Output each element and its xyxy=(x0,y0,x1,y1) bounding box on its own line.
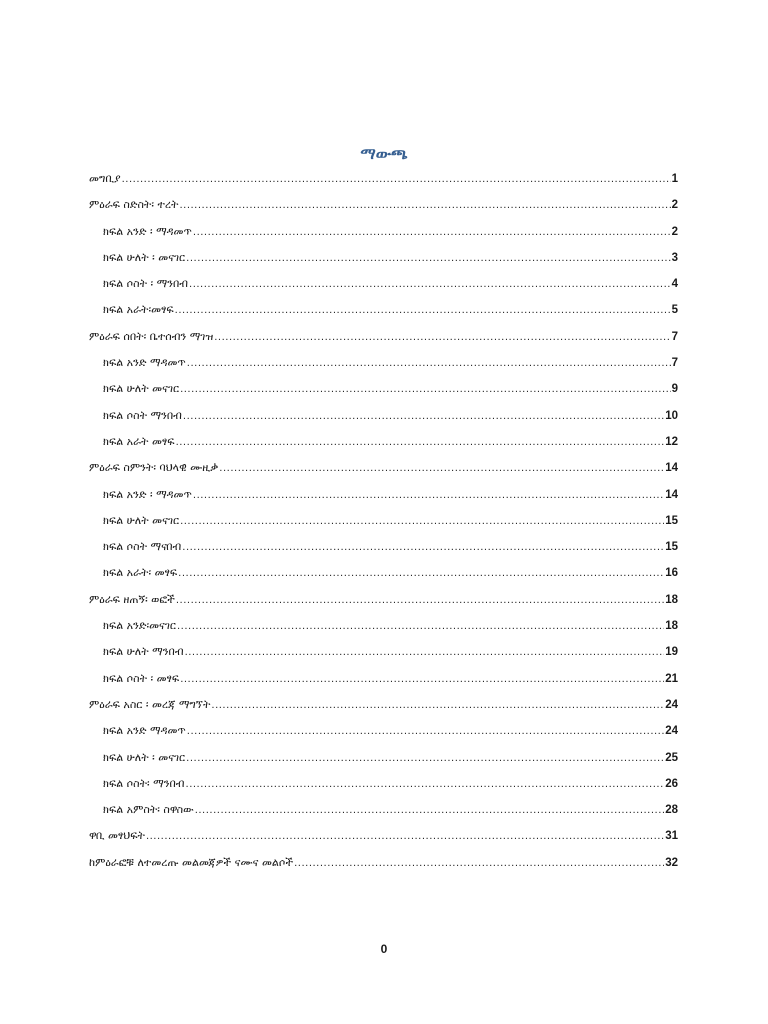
toc-dot-leader xyxy=(179,193,670,219)
toc-entry-page: 15 xyxy=(665,514,678,527)
toc-dot-leader xyxy=(146,824,664,850)
toc-entry[interactable] xyxy=(89,639,678,665)
toc-dot-leader xyxy=(180,509,664,535)
toc-entry-page: 21 xyxy=(665,672,678,685)
toc-dot-leader xyxy=(177,614,664,640)
toc-dot-leader xyxy=(189,272,671,298)
toc-entry-label: ክፍል ሁለት መናገር xyxy=(103,382,180,396)
toc-entry[interactable] xyxy=(89,271,678,297)
toc-entry-page: 3 xyxy=(671,251,678,264)
toc-entry-page: 18 xyxy=(665,593,678,606)
toc-entry-label: ክፍል አራት፡መፃፍ xyxy=(103,303,174,317)
toc-entry[interactable] xyxy=(89,324,678,350)
table-of-contents xyxy=(89,166,678,876)
toc-dot-leader xyxy=(122,167,671,193)
toc-entry-label: ክፍል አንድ፡መናገር xyxy=(103,619,176,633)
toc-entry[interactable] xyxy=(89,613,678,639)
toc-dot-leader xyxy=(183,404,664,430)
toc-dot-leader xyxy=(193,483,664,509)
toc-dot-leader xyxy=(219,456,664,482)
toc-entry-label: ክፍል አንድ ማዳመጥ xyxy=(103,724,186,738)
toc-entry-label: መግቢያ xyxy=(89,172,121,185)
toc-entry-label: ክፍል አምስት፡ ስዋስው xyxy=(103,803,194,817)
toc-entry-page: 16 xyxy=(665,567,678,580)
toc-dot-leader xyxy=(180,377,671,403)
toc-dot-leader xyxy=(195,798,665,824)
toc-entry-label: ክፍል አንድ ማዳመጥ xyxy=(103,356,186,370)
toc-entry-label: ክፍል ሶስት ፡ መፃፍ xyxy=(103,671,180,685)
toc-entry-page: 4 xyxy=(671,278,678,291)
toc-title: ማውጫ xyxy=(360,144,408,163)
toc-entry[interactable] xyxy=(89,350,678,376)
toc-entry[interactable] xyxy=(89,166,678,192)
toc-dot-leader xyxy=(180,667,664,693)
toc-entry-page: 15 xyxy=(665,541,678,554)
toc-entry-page: 12 xyxy=(665,435,678,448)
page-number: 0 xyxy=(380,942,388,956)
toc-entry[interactable] xyxy=(89,376,678,402)
toc-entry[interactable] xyxy=(89,534,678,560)
toc-entry-label: ምዕራፍ አስር ፡ መረጃ ማግኘት xyxy=(89,697,211,711)
toc-entry-page: 10 xyxy=(665,409,678,422)
toc-dot-leader xyxy=(176,430,665,456)
toc-entry-page: 7 xyxy=(671,330,678,343)
toc-entry-label: ምዕራፍ ስምንት፡ ባህላዊ ሙዚቃ xyxy=(89,461,219,475)
toc-entry[interactable] xyxy=(89,508,678,534)
toc-dot-leader xyxy=(294,851,664,877)
toc-entry-label: ክፍል አንድ ፡ ማዳመጥ xyxy=(103,224,192,238)
toc-dot-leader xyxy=(186,246,670,272)
toc-entry-page: 14 xyxy=(665,488,678,501)
toc-entry-page: 5 xyxy=(671,304,678,317)
toc-entry-label: ክፍል ሁለት ፡ መናገር xyxy=(103,750,186,764)
toc-dot-leader xyxy=(211,693,664,719)
toc-entry[interactable] xyxy=(89,429,678,455)
toc-entry-label: ክፍል ሶስት ማናበብ xyxy=(103,540,182,554)
toc-entry-label: ክፍል አንድ ፡ ማዳመጥ xyxy=(103,487,192,501)
toc-entry-label: ክፍል አራት፡ መፃፍ xyxy=(103,566,178,580)
toc-entry-page: 9 xyxy=(671,383,678,396)
toc-entry[interactable] xyxy=(89,455,678,481)
toc-entry-label: ክፍል ሁለት መናገር xyxy=(103,513,180,527)
toc-dot-leader xyxy=(185,640,665,666)
toc-dot-leader xyxy=(187,719,664,745)
toc-entry[interactable] xyxy=(89,745,678,771)
toc-entry[interactable] xyxy=(89,771,678,797)
toc-entry[interactable] xyxy=(89,482,678,508)
toc-entry[interactable] xyxy=(89,797,678,823)
toc-entry[interactable] xyxy=(89,403,678,429)
toc-entry[interactable] xyxy=(89,587,678,613)
toc-entry-label: ምዕራፍ ዘጠኝ፡ ወፎች xyxy=(89,592,175,606)
toc-dot-leader xyxy=(186,746,664,772)
toc-entry-page: 1 xyxy=(671,173,678,185)
toc-entry-page: 7 xyxy=(671,357,678,370)
toc-entry[interactable] xyxy=(89,560,678,586)
toc-dot-leader xyxy=(182,535,664,561)
toc-entry[interactable] xyxy=(89,718,678,744)
toc-entry-page: 31 xyxy=(665,830,678,843)
toc-entry-label: ክፍል ሁለት ፡ መናገር xyxy=(103,250,186,264)
toc-entry[interactable] xyxy=(89,219,678,245)
toc-entry[interactable] xyxy=(89,192,678,218)
toc-entry-page: 32 xyxy=(665,856,678,869)
toc-entry-page: 2 xyxy=(671,225,678,238)
toc-entry[interactable] xyxy=(89,245,678,271)
toc-dot-leader xyxy=(186,772,665,798)
toc-entry[interactable] xyxy=(89,297,678,323)
toc-entry-page: 28 xyxy=(665,804,678,817)
toc-dot-leader xyxy=(214,325,670,351)
toc-entry-label: ከምዕራፎቹ ለተመረጡ መልመጃዎች ናሙና መልሶች xyxy=(89,855,294,869)
toc-entry-page: 14 xyxy=(665,462,678,475)
toc-dot-leader xyxy=(193,220,671,246)
toc-entry-label: ምዕራፍ ሰበት፡ ቤተሰብን ማገዝ xyxy=(89,329,214,343)
toc-entry-label: ክፍል ሶስት ማንበብ xyxy=(103,408,182,422)
toc-entry-label: ክፍል ሁለት ማንበብ xyxy=(103,645,184,659)
toc-entry-page: 19 xyxy=(665,646,678,659)
toc-entry[interactable] xyxy=(89,823,678,849)
toc-entry-page: 2 xyxy=(671,199,678,212)
toc-entry[interactable] xyxy=(89,692,678,718)
toc-entry-page: 25 xyxy=(665,751,678,764)
toc-entry-label: ክፍል አራት መፃፍ xyxy=(103,434,175,448)
toc-entry-page: 24 xyxy=(665,698,678,711)
toc-dot-leader xyxy=(175,298,671,324)
toc-entry-page: 24 xyxy=(665,725,678,738)
toc-entry-label: ክፍል ሶስት ፡ ማንበብ xyxy=(103,277,189,291)
toc-entry[interactable] xyxy=(89,666,678,692)
toc-entry[interactable] xyxy=(89,850,678,876)
toc-entry-page: 26 xyxy=(665,777,678,790)
toc-entry-page: 18 xyxy=(665,620,678,633)
toc-dot-leader xyxy=(187,351,671,377)
toc-dot-leader xyxy=(178,561,664,587)
toc-entry-label: ምዕራፍ ስድስት፡ ተረት xyxy=(89,198,179,212)
toc-entry-label: ክፍል ሶስት፡ ማንበብ xyxy=(103,776,185,790)
toc-dot-leader xyxy=(176,588,664,614)
toc-entry-label: ዋቢ መፃህፍት xyxy=(89,829,145,843)
